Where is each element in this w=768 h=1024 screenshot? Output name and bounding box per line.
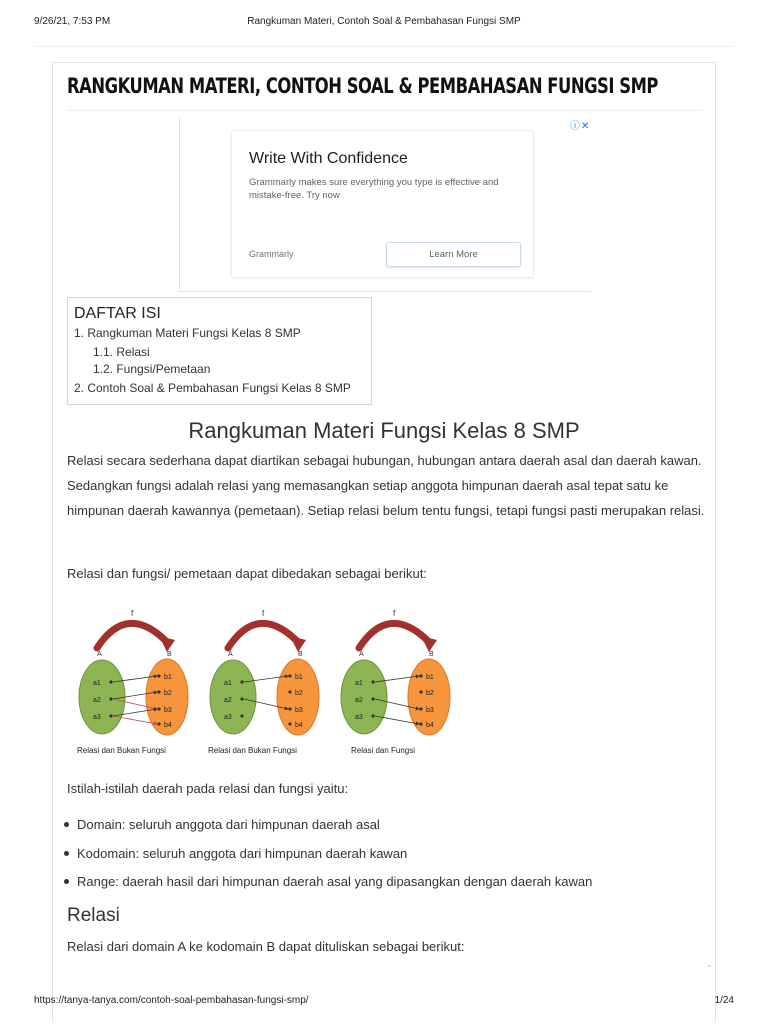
domain-element: a3 bbox=[93, 714, 101, 721]
ad-learn-more-button[interactable]: Learn More bbox=[386, 242, 521, 267]
domain-point bbox=[240, 697, 243, 700]
codomain-point bbox=[157, 674, 160, 677]
codomain-element: b1 bbox=[295, 674, 303, 681]
domain-point bbox=[371, 680, 374, 683]
domain-point bbox=[371, 697, 374, 700]
codomain-element: b1 bbox=[164, 674, 172, 681]
relation-function-diagram bbox=[67, 600, 467, 770]
codomain-element: b2 bbox=[164, 690, 172, 697]
function-label: f bbox=[393, 609, 396, 618]
codomain-element: b1 bbox=[426, 674, 434, 681]
diagram-caption: Relasi dan Bukan Fungsi bbox=[208, 746, 297, 755]
compare-paragraph: Relasi dan fungsi/ pemetaan dapat dibedakan sebagai berikut: bbox=[67, 566, 427, 581]
mapping-arrow-f bbox=[228, 623, 298, 648]
ad-headline[interactable]: Write With Confidence bbox=[249, 150, 408, 167]
print-url: https://tanya-tanya.com/contoh-soal-pembahasan-fungsi-smp/ bbox=[34, 995, 309, 1006]
domain-ellipse bbox=[341, 660, 387, 734]
codomain-element: b4 bbox=[164, 722, 172, 729]
codomain-point bbox=[288, 707, 291, 710]
domain-point bbox=[371, 714, 374, 717]
codomain-point bbox=[157, 690, 160, 693]
relasi-paragraph: Relasi dari domain A ke kodomain B dapat dituliskan sebagai berikut: bbox=[67, 939, 465, 954]
codomain-element: b2 bbox=[295, 690, 303, 697]
codomain-element: b3 bbox=[295, 707, 303, 714]
domain-element: a1 bbox=[355, 680, 363, 687]
domain-element: a1 bbox=[224, 680, 232, 687]
list-item: Domain: seluruh anggota dari himpunan daerah asal bbox=[64, 817, 380, 832]
domain-element: a2 bbox=[355, 697, 363, 704]
intro-paragraph: Relasi secara sederhana dapat diartikan sebagai hubungan, hubungan antara daerah asal dan daerah kawan. Sedangkan fungsi adalah relasi yang memasangkan setiap anggota himpunan daerah asal tepat satu ke himpunan daerah kawannya (pemetaan). Setiap relasi belum tentu fungsi, tetapi fungsi pasti merupakan relasi. bbox=[67, 453, 705, 518]
function-label: f bbox=[262, 609, 265, 618]
codomain-point bbox=[419, 707, 422, 710]
diagram-panel bbox=[341, 609, 450, 755]
list-item: Kodomain: seluruh anggota dari himpunan daerah kawan bbox=[64, 846, 407, 861]
list-item: Range: daerah hasil dari himpunan daerah asal yang dipasangkan dengan daerah kawan bbox=[64, 874, 592, 889]
toc-link[interactable]: 1.1. Relasi bbox=[93, 345, 150, 359]
codomain-element: b4 bbox=[295, 722, 303, 729]
codomain-point bbox=[157, 707, 160, 710]
section-heading: Rangkuman Materi Fungsi Kelas 8 SMP bbox=[188, 418, 580, 443]
codomain-point bbox=[288, 674, 291, 677]
toc-title: DAFTAR ISI bbox=[74, 305, 161, 322]
domain-point bbox=[109, 680, 112, 683]
domain-point bbox=[240, 714, 243, 717]
title-divider bbox=[67, 110, 703, 111]
domain-point bbox=[109, 697, 112, 700]
page-number: 1/24 bbox=[714, 995, 734, 1006]
codomain-point bbox=[288, 690, 291, 693]
domain-element: a3 bbox=[224, 714, 232, 721]
print-datetime: 9/26/21, 7:53 PM bbox=[34, 16, 111, 27]
mapping-arrow-f bbox=[97, 623, 167, 648]
article-title: RANGKUMAN MATERI, CONTOH SOAL & PEMBAHASAN FUNGSI SMP bbox=[67, 74, 658, 98]
terms-intro: Istilah-istilah daerah pada relasi dan fungsi yaitu: bbox=[67, 781, 349, 796]
set-b-label: B bbox=[167, 651, 172, 658]
function-label: f bbox=[131, 609, 134, 618]
diagram-panel bbox=[208, 609, 319, 755]
relasi-heading: Relasi bbox=[67, 905, 120, 926]
set-b-label: B bbox=[298, 651, 303, 658]
codomain-point bbox=[419, 722, 422, 725]
codomain-element: b4 bbox=[426, 722, 434, 729]
ad-body: Grammarly makes sure everything you type is effective and mistake-free. Try now bbox=[249, 177, 499, 201]
mapping-arrowhead bbox=[159, 636, 175, 652]
diagram-caption: Relasi dan Fungsi bbox=[351, 746, 416, 755]
domain-ellipse bbox=[210, 660, 256, 734]
header-divider bbox=[34, 46, 734, 47]
mapping-arrow-f bbox=[359, 623, 429, 648]
ad-choices-icon[interactable]: ⓘ✕ bbox=[570, 121, 591, 132]
set-a-label: A bbox=[228, 651, 233, 658]
codomain-element: b2 bbox=[426, 690, 434, 697]
toc-link[interactable]: 1. Rangkuman Materi Fungsi Kelas 8 SMP bbox=[74, 326, 301, 340]
print-footer bbox=[34, 995, 734, 1009]
mapping-arrowhead bbox=[421, 636, 437, 652]
domain-element: a2 bbox=[224, 697, 232, 704]
codomain-point bbox=[419, 690, 422, 693]
diagram-caption: Relasi dan Bukan Fungsi bbox=[77, 746, 166, 755]
codomain-point bbox=[419, 674, 422, 677]
domain-element: a1 bbox=[93, 680, 101, 687]
domain-element: a3 bbox=[355, 714, 363, 721]
codomain-element: b3 bbox=[426, 707, 434, 714]
mapping-arrowhead bbox=[290, 636, 306, 652]
codomain-point bbox=[288, 722, 291, 725]
diagram-panel bbox=[77, 609, 188, 755]
print-title: Rangkuman Materi, Contoh Soal & Pembahasan Fungsi SMP bbox=[247, 16, 521, 27]
codomain-element: b3 bbox=[164, 707, 172, 714]
toc-link[interactable]: 1.2. Fungsi/Pemetaan bbox=[93, 362, 211, 376]
codomain-point bbox=[157, 722, 160, 725]
chevron-up-icon[interactable]: ⌃ bbox=[705, 964, 714, 975]
set-a-label: A bbox=[97, 651, 102, 658]
domain-point bbox=[240, 680, 243, 683]
set-a-label: A bbox=[359, 651, 364, 658]
set-b-label: B bbox=[429, 651, 434, 658]
print-header bbox=[34, 16, 734, 30]
domain-element: a2 bbox=[93, 697, 101, 704]
ad-brand: Grammarly bbox=[249, 249, 294, 259]
domain-ellipse bbox=[79, 660, 125, 734]
toc-link[interactable]: 2. Contoh Soal & Pembahasan Fungsi Kelas 8 SMP bbox=[74, 381, 351, 395]
domain-point bbox=[109, 714, 112, 717]
